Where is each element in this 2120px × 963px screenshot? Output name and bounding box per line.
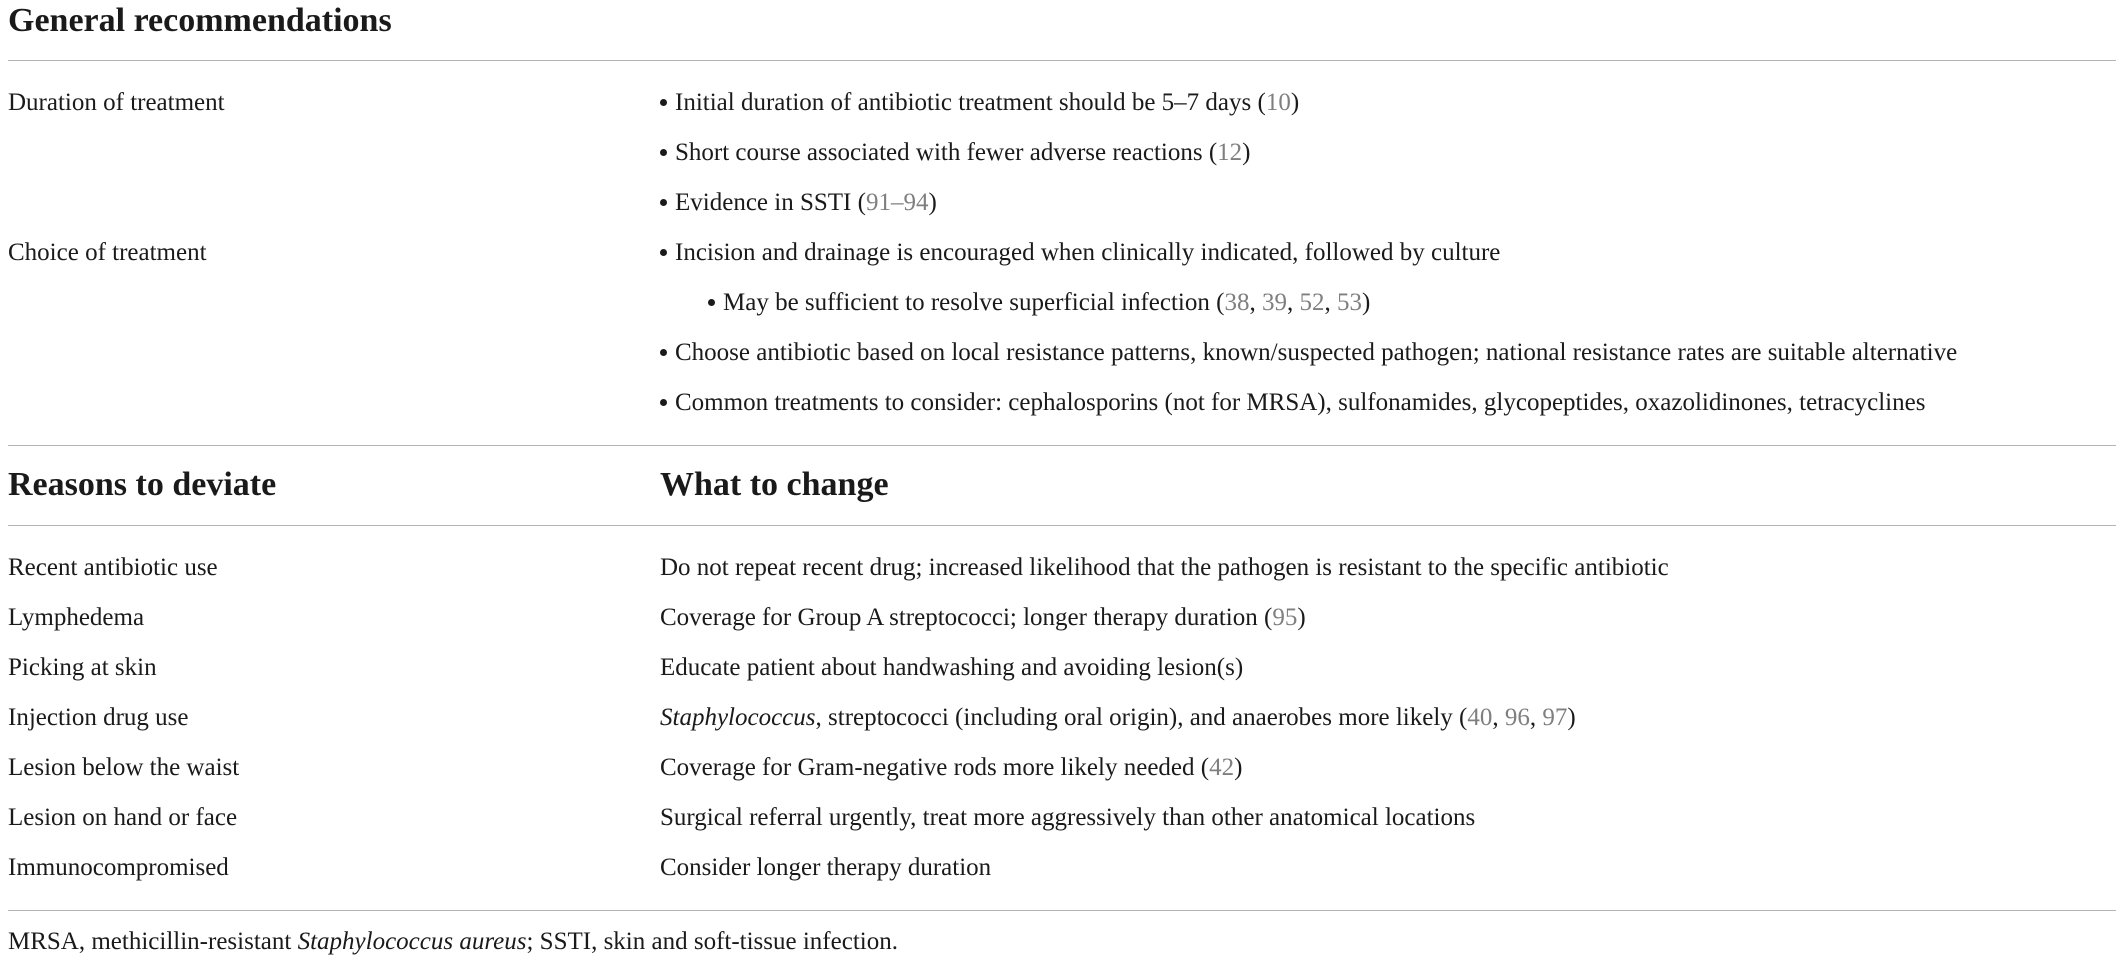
deviate-header-row <box>8 455 2116 515</box>
reason-cell: Lesion below the waist <box>8 754 240 781</box>
reason-cell: Recent antibiotic use <box>8 554 218 581</box>
divider <box>8 445 2116 446</box>
citation-ref: 52 <box>1299 289 1325 316</box>
reason-cell: Picking at skin <box>8 654 157 681</box>
general-row <box>8 178 2116 228</box>
citation-ref: 96 <box>1504 704 1530 731</box>
row-label: Choice of treatment <box>8 239 207 266</box>
change-cell: Coverage for Gram-negative rods more likely needed (42) <box>660 754 1243 781</box>
general-row <box>8 228 2116 278</box>
reason-cell: Immunocompromised <box>8 854 229 881</box>
deviate-row <box>8 793 2116 843</box>
citation-ref: 39 <box>1261 289 1287 316</box>
bullet-icon <box>660 349 667 356</box>
general-row <box>8 278 2116 328</box>
bullet-item: Incision and drainage is encouraged when clinically indicated, followed by culture <box>660 228 1500 278</box>
change-cell: Coverage for Group A streptococci; longer therapy duration (95) <box>660 604 1306 631</box>
reason-cell: Injection drug use <box>8 704 189 731</box>
citation-ref: 40 <box>1467 704 1493 731</box>
bullet-icon <box>660 249 667 256</box>
bullet-item: Choose antibiotic based on local resistance patterns, known/suspected pathogen; national resistance rates are suitable alternative <box>660 328 1957 378</box>
bullet-item: Common treatments to consider: cephalosporins (not for MRSA), sulfonamides, glycopeptides, oxazolidinones, tetracyclines <box>660 378 1925 428</box>
footnote-text: MRSA, methicillin-resistant <box>8 928 298 955</box>
section-title: General recommendations <box>8 2 392 39</box>
table-footnote <box>8 922 898 962</box>
change-cell: Do not repeat recent drug; increased likelihood that the pathogen is resistant to the specific antibiotic <box>660 554 1669 581</box>
general-row <box>8 378 2116 428</box>
bullet-item: May be sufficient to resolve superficial infection (38, 39, 52, 53) <box>708 278 1370 328</box>
citation-ref: 53 <box>1336 289 1362 316</box>
deviate-row <box>8 843 2116 893</box>
general-row <box>8 128 2116 178</box>
general-row <box>8 328 2116 378</box>
reason-cell: Lesion on hand or face <box>8 804 238 831</box>
bullet-icon <box>660 199 667 206</box>
bullet-item: Evidence in SSTI (91–94) <box>660 178 937 228</box>
bullet-icon <box>660 99 667 106</box>
change-cell: Consider longer therapy duration <box>660 854 992 881</box>
footnote-text-end: ; SSTI, skin and soft-tissue infection. <box>526 928 898 955</box>
bullet-item: Short course associated with fewer adverse reactions (12) <box>660 128 1250 178</box>
general-row <box>8 78 2116 128</box>
row-label: Duration of treatment <box>8 89 225 116</box>
deviate-row <box>8 593 2116 643</box>
divider <box>8 910 2116 911</box>
deviate-row <box>8 693 2116 743</box>
divider <box>8 60 2116 61</box>
deviate-row <box>8 543 2116 593</box>
deviate-row <box>8 643 2116 693</box>
citation-ref: 38 <box>1224 289 1250 316</box>
reason-cell: Lymphedema <box>8 604 145 631</box>
citation-ref: 97 <box>1542 704 1568 731</box>
change-cell: Educate patient about handwashing and avoiding lesion(s) <box>660 654 1244 681</box>
citation-ref: 95 <box>1272 604 1298 631</box>
change-cell: Staphylococcus, streptococci (including oral origin), and anaerobes more likely (40, 96, 97) <box>660 704 1576 731</box>
citation-ref: 42 <box>1209 754 1235 781</box>
bullet-icon <box>660 399 667 406</box>
bullet-item: Initial duration of antibiotic treatment should be 5–7 days (10) <box>660 78 1299 128</box>
reasons-header: Reasons to deviate <box>8 466 277 503</box>
deviate-row <box>8 743 2116 793</box>
citation-ref: 91–94 <box>865 189 929 216</box>
change-cell: Surgical referral urgently, treat more aggressively than other anatomical locations <box>660 804 1476 831</box>
citation-ref: 12 <box>1217 139 1243 166</box>
italic-term: Staphylococcus <box>660 704 816 731</box>
bullet-icon <box>708 299 715 306</box>
change-header: What to change <box>660 466 889 503</box>
bullet-icon <box>660 149 667 156</box>
divider <box>8 525 2116 526</box>
footnote-italic: Staphylococcus aureus <box>297 928 527 955</box>
citation-ref: 10 <box>1265 89 1291 116</box>
